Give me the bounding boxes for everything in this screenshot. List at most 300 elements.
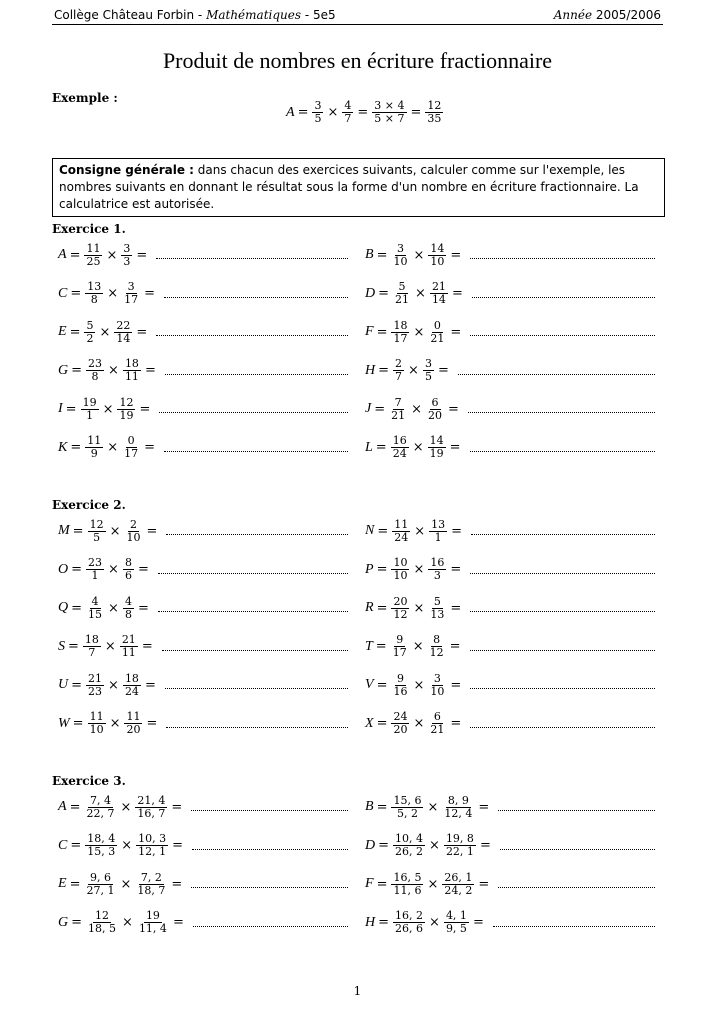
- numerator: 18: [124, 671, 139, 685]
- product-expression: [365, 910, 487, 935]
- times-sign: ×: [107, 286, 119, 301]
- product-expression: [365, 281, 466, 306]
- denominator: 10: [126, 530, 141, 544]
- denominator: 1: [434, 530, 442, 544]
- denominator: 17: [392, 646, 407, 659]
- example-formula: [286, 100, 444, 125]
- answer-blank[interactable]: [158, 610, 348, 612]
- answer-blank[interactable]: [471, 533, 655, 535]
- denominator: 19: [119, 408, 134, 422]
- numerator: 10, 3: [138, 832, 167, 845]
- equals-sign: =: [71, 562, 83, 577]
- answer-blank[interactable]: [165, 687, 348, 689]
- denominator: 17: [124, 447, 139, 460]
- fraction-b: [123, 596, 134, 621]
- equals-sign: =: [70, 440, 82, 455]
- answer-blank[interactable]: [156, 334, 348, 336]
- fraction-b: [430, 281, 448, 306]
- numerator: 13: [87, 280, 102, 293]
- numerator: 16, 5: [393, 870, 422, 884]
- numerator: 12: [427, 99, 442, 112]
- variable-name: V: [365, 677, 374, 692]
- exercise-item: [365, 591, 655, 625]
- numerator: 3: [314, 99, 322, 112]
- answer-blank[interactable]: [493, 925, 655, 927]
- variable-name: J: [365, 401, 372, 416]
- numerator: 11: [86, 241, 101, 255]
- numerator: 24: [393, 710, 408, 723]
- fraction-a: [84, 872, 116, 897]
- exercise-item: [365, 553, 655, 587]
- numerator: 4, 1: [445, 909, 467, 922]
- variable-name: I: [58, 401, 63, 416]
- exercise-title: Exercice 1.: [52, 222, 126, 236]
- equals-sign: =: [71, 600, 83, 616]
- product-expression: [58, 435, 158, 460]
- product-expression: [58, 358, 159, 383]
- fraction-b: [423, 358, 434, 383]
- equals-sign: =: [377, 523, 389, 539]
- numerator: 16: [392, 434, 407, 447]
- variable-name: C: [58, 285, 68, 301]
- numerator: 18: [84, 633, 99, 646]
- answer-blank[interactable]: [458, 373, 655, 375]
- equals-sign: =: [68, 639, 79, 654]
- page-header: [52, 6, 663, 25]
- denominator: 25: [86, 254, 101, 268]
- answer-blank[interactable]: [470, 687, 655, 689]
- answer-blank[interactable]: [166, 726, 348, 728]
- variable-name: F: [365, 324, 374, 339]
- equals-sign: =: [141, 639, 153, 654]
- times-sign: ×: [107, 440, 119, 455]
- answer-blank[interactable]: [500, 848, 655, 850]
- fraction-a: [392, 519, 410, 544]
- numerator: 6: [433, 710, 441, 723]
- example-frac-2: [342, 100, 353, 125]
- equals-sign: =: [71, 677, 83, 693]
- equals-sign: =: [478, 799, 490, 815]
- fraction-a: [85, 435, 103, 460]
- exercise-item: [365, 707, 655, 741]
- exercise-row: [58, 867, 658, 901]
- equals-sign: =: [375, 440, 387, 455]
- numerator: 11: [87, 434, 102, 447]
- product-expression: [365, 711, 464, 736]
- answer-blank[interactable]: [498, 809, 655, 811]
- exercise-row: [58, 553, 658, 587]
- numerator: 10: [393, 556, 408, 569]
- fraction-a: [86, 673, 104, 698]
- variable-name: G: [58, 362, 69, 378]
- exercise-item: [365, 630, 655, 664]
- equals-sign: =: [376, 677, 388, 693]
- equals-sign: =: [137, 562, 149, 577]
- numerator: 2: [129, 517, 137, 531]
- exercise-item: [58, 431, 348, 465]
- exercise-item: [58, 553, 348, 587]
- variable-name: B: [365, 247, 374, 262]
- product-expression: [365, 634, 464, 659]
- numerator: 5: [433, 594, 441, 608]
- answer-blank[interactable]: [470, 610, 655, 612]
- equals-sign: =: [479, 838, 491, 853]
- fraction-a: [85, 281, 103, 306]
- numerator: 23: [88, 556, 103, 569]
- example-frac-3: [372, 100, 406, 125]
- times-sign: ×: [412, 440, 424, 455]
- times-sign: ×: [104, 639, 116, 654]
- numerator: 4: [124, 594, 132, 608]
- fraction-b: [135, 795, 167, 820]
- numerator: 5: [398, 280, 406, 293]
- answer-blank[interactable]: [165, 373, 348, 375]
- fraction-b: [444, 833, 476, 858]
- example-label: Exemple :: [52, 91, 118, 105]
- denominator: 10: [393, 254, 408, 268]
- numerator: 16: [430, 556, 445, 569]
- equals-sign: =: [449, 440, 461, 455]
- product-expression: [58, 872, 185, 897]
- fraction-a: [88, 711, 106, 736]
- fraction-a: [393, 281, 411, 306]
- product-expression: [58, 596, 152, 621]
- exercise-row: [58, 431, 658, 465]
- times-sign: ×: [427, 799, 439, 815]
- equals-sign: =: [450, 600, 462, 616]
- answer-blank[interactable]: [162, 649, 348, 651]
- denominator: 12, 4: [444, 806, 473, 820]
- fraction-a: [391, 634, 409, 659]
- numerator: 9, 6: [89, 870, 111, 884]
- denominator: 5, 2: [396, 806, 418, 820]
- denominator: 16, 7: [137, 806, 166, 820]
- times-sign: ×: [108, 600, 119, 616]
- variable-name: F: [365, 876, 374, 891]
- equals-sign: =: [144, 440, 156, 455]
- exercise-row: [58, 829, 658, 863]
- numerator: 7: [394, 395, 402, 409]
- numerator: 12: [89, 517, 104, 531]
- consigne-text: dans chacun des exercices suivants, calculer comme sur l'exemple, les nombres suivants en donnant le résultat sous la forme d'un nombre en écriture fractionnaire. La calculatrice est autorisée.: [59, 163, 639, 211]
- equals-sign: =: [144, 677, 156, 693]
- fraction-a: [81, 397, 99, 422]
- denominator: 11, 4: [138, 922, 167, 935]
- fraction-b: [123, 557, 134, 582]
- answer-blank[interactable]: [191, 886, 348, 888]
- exercise-item: [58, 906, 348, 940]
- denominator: 24: [124, 684, 139, 698]
- variable-name: K: [58, 439, 68, 455]
- product-expression: [365, 243, 464, 268]
- answer-blank[interactable]: [193, 925, 348, 927]
- fraction-b: [124, 711, 142, 736]
- times-sign: ×: [413, 324, 425, 340]
- exercise-title: Exercice 2.: [52, 498, 126, 512]
- denominator: 35: [427, 112, 442, 125]
- header-right: [554, 7, 661, 23]
- times-sign: ×: [429, 838, 440, 853]
- exercise-item: [58, 707, 348, 741]
- fraction-a: [391, 795, 423, 820]
- fraction-a: [86, 596, 104, 621]
- denominator: 21: [391, 408, 406, 422]
- denominator: 6: [124, 569, 132, 582]
- denominator: 8: [124, 607, 132, 621]
- numerator: 14: [429, 434, 444, 447]
- equals-sign: =: [376, 600, 388, 616]
- denominator: 24, 2: [444, 883, 473, 897]
- equals-sign: =: [451, 286, 463, 301]
- answer-blank[interactable]: [159, 411, 348, 413]
- equals-sign: =: [376, 799, 388, 815]
- numerator: 18: [124, 357, 139, 370]
- numerator: 16, 2: [395, 909, 424, 922]
- fraction-a: [86, 557, 104, 582]
- exercise-item: [58, 392, 348, 426]
- equals-sign: =: [139, 401, 151, 417]
- numerator: 7, 4: [89, 793, 111, 807]
- equals-sign: =: [69, 799, 81, 815]
- numerator: 3: [396, 241, 404, 255]
- equals-sign: =: [70, 838, 82, 853]
- equals-sign: =: [472, 915, 484, 930]
- variable-name: H: [365, 362, 376, 378]
- answer-blank[interactable]: [470, 649, 655, 651]
- exercise-row: [58, 707, 658, 741]
- numerator: 4: [91, 594, 99, 608]
- variable-name: R: [365, 600, 374, 615]
- equals-sign: =: [451, 523, 463, 539]
- answer-blank[interactable]: [158, 572, 348, 574]
- fraction-a: [391, 596, 409, 621]
- denominator: 10: [430, 254, 445, 268]
- equals-sign: =: [376, 324, 388, 340]
- numerator: 9: [396, 671, 404, 685]
- exercise-row: [58, 238, 658, 272]
- fraction-a: [391, 243, 409, 268]
- equals-sign: =: [449, 639, 461, 654]
- denominator: 10: [430, 684, 445, 698]
- variable-name: D: [365, 837, 376, 853]
- answer-blank[interactable]: [164, 296, 348, 298]
- variable-name: W: [58, 715, 70, 731]
- answer-blank[interactable]: [470, 257, 655, 259]
- fraction-a: [391, 673, 409, 698]
- product-expression: [58, 673, 159, 698]
- numerator: 7, 2: [140, 870, 162, 884]
- equals-sign: =: [450, 247, 462, 263]
- equals-sign: =: [69, 876, 81, 892]
- equals-sign: =: [137, 600, 149, 616]
- equals-sign: =: [171, 876, 183, 892]
- exercise-item: [58, 277, 348, 311]
- denominator: 16: [393, 684, 408, 698]
- numerator: 3: [123, 241, 131, 255]
- times-sign: ×: [106, 247, 118, 263]
- exercise-item: [58, 867, 348, 901]
- fraction-a: [391, 557, 409, 582]
- equals-sign: =: [450, 716, 462, 731]
- numerator: 26, 1: [444, 870, 473, 884]
- answer-blank[interactable]: [470, 726, 655, 728]
- denominator: 13: [430, 607, 445, 621]
- equals-sign: =: [172, 915, 184, 930]
- answer-blank[interactable]: [164, 450, 348, 452]
- variable-name: H: [365, 914, 376, 930]
- exercise-item: [365, 514, 655, 548]
- times-sign: ×: [327, 105, 339, 120]
- times-sign: ×: [99, 324, 111, 340]
- times-sign: ×: [121, 838, 133, 853]
- denominator: 12: [393, 607, 408, 621]
- answer-blank[interactable]: [156, 257, 348, 259]
- exercise-row: [58, 591, 658, 625]
- header-subject: Mathématiques: [206, 8, 302, 22]
- fraction-a: [393, 358, 404, 383]
- fraction-b: [444, 910, 469, 935]
- numerator: 19: [82, 395, 97, 409]
- product-expression: [365, 435, 464, 460]
- answer-blank[interactable]: [472, 296, 655, 298]
- equals-sign: =: [136, 247, 148, 263]
- fraction-b: [136, 833, 168, 858]
- answer-blank[interactable]: [470, 450, 655, 452]
- product-expression: [365, 833, 494, 858]
- fraction-b: [428, 596, 446, 621]
- denominator: 11: [121, 646, 136, 659]
- denominator: 8: [90, 293, 98, 306]
- product-expression: [365, 519, 465, 544]
- equals-sign: =: [72, 523, 84, 539]
- product-expression: [365, 795, 492, 820]
- fraction-b: [137, 910, 169, 935]
- denominator: 14: [116, 331, 131, 345]
- example-frac-1: [312, 100, 323, 125]
- numerator: 19, 8: [445, 832, 474, 845]
- numerator: 6: [431, 395, 439, 409]
- denominator: 21: [430, 723, 445, 736]
- exercise-item: [58, 630, 348, 664]
- denominator: 15: [88, 607, 103, 621]
- exercise-item: [58, 829, 348, 863]
- denominator: 19: [429, 447, 444, 460]
- exercise-title: Exercice 3.: [52, 774, 126, 788]
- times-sign: ×: [413, 677, 425, 693]
- variable-name: A: [58, 799, 67, 814]
- times-sign: ×: [122, 915, 133, 930]
- fraction-a: [393, 910, 425, 935]
- fraction-b: [428, 243, 446, 268]
- fraction-a: [393, 833, 425, 858]
- denominator: 23: [88, 684, 103, 698]
- denominator: 20: [393, 723, 408, 736]
- times-sign: ×: [413, 600, 425, 616]
- equals-sign: =: [376, 562, 388, 577]
- variable-name: B: [365, 799, 374, 814]
- denominator: 20: [126, 723, 141, 736]
- times-sign: ×: [120, 876, 132, 892]
- equals-sign: =: [297, 105, 309, 120]
- exercise-row: [58, 354, 658, 388]
- denominator: 5: [424, 370, 432, 383]
- numerator: 11: [394, 517, 409, 531]
- answer-blank[interactable]: [192, 848, 348, 850]
- denominator: 5 × 7: [374, 112, 405, 125]
- times-sign: ×: [109, 716, 121, 731]
- denominator: 14: [431, 293, 446, 306]
- numerator: 21: [431, 280, 446, 293]
- numerator: 5: [86, 318, 94, 332]
- denominator: 21: [430, 331, 445, 345]
- times-sign: ×: [413, 716, 425, 731]
- product-expression: [58, 519, 160, 544]
- equals-sign: =: [375, 639, 387, 654]
- fraction-b: [428, 711, 446, 736]
- variable-name: Q: [58, 600, 69, 615]
- header-school: Collège Château Forbin -: [54, 8, 207, 22]
- denominator: 15, 3: [87, 845, 116, 858]
- times-sign: ×: [102, 401, 114, 417]
- denominator: 21: [395, 293, 410, 306]
- denominator: 17: [393, 331, 408, 345]
- product-expression: [58, 397, 153, 422]
- times-sign: ×: [109, 523, 121, 539]
- variable-name: P: [365, 561, 374, 577]
- fraction-b: [442, 795, 474, 820]
- answer-blank[interactable]: [498, 886, 655, 888]
- fraction-b: [135, 872, 167, 897]
- exercise-item: [365, 238, 655, 272]
- exercise-item: [365, 829, 655, 863]
- header-annee: Année: [553, 8, 593, 22]
- numerator: 8, 9: [447, 793, 469, 807]
- denominator: 2: [86, 331, 94, 345]
- numerator: 0: [433, 318, 441, 332]
- equals-sign: =: [144, 286, 156, 301]
- exercise-item: [365, 431, 655, 465]
- answer-blank[interactable]: [166, 533, 348, 535]
- denominator: 7: [88, 646, 96, 659]
- denominator: 5: [314, 112, 322, 125]
- product-expression: [365, 673, 464, 698]
- answer-blank[interactable]: [470, 572, 655, 574]
- variable-name: D: [365, 285, 376, 301]
- numerator: 11: [89, 710, 104, 723]
- example-var: A: [286, 104, 295, 120]
- fraction-b: [428, 435, 446, 460]
- equals-sign: =: [376, 716, 388, 731]
- equals-sign: =: [378, 286, 390, 301]
- equals-sign: =: [70, 286, 82, 301]
- answer-blank[interactable]: [191, 809, 348, 811]
- fraction-a: [84, 243, 102, 268]
- numerator: 18: [393, 318, 408, 332]
- exercise-row: [58, 277, 658, 311]
- times-sign: ×: [414, 523, 426, 539]
- fraction-b: [122, 281, 140, 306]
- variable-name: E: [58, 876, 67, 891]
- answer-blank[interactable]: [468, 411, 655, 413]
- denominator: 24: [394, 530, 409, 544]
- exercise-row: [58, 668, 658, 702]
- answer-blank[interactable]: [470, 334, 655, 336]
- product-expression: [58, 557, 152, 582]
- denominator: 11: [124, 370, 139, 383]
- equals-sign: =: [376, 247, 388, 263]
- fraction-a: [85, 833, 117, 858]
- times-sign: ×: [108, 363, 119, 378]
